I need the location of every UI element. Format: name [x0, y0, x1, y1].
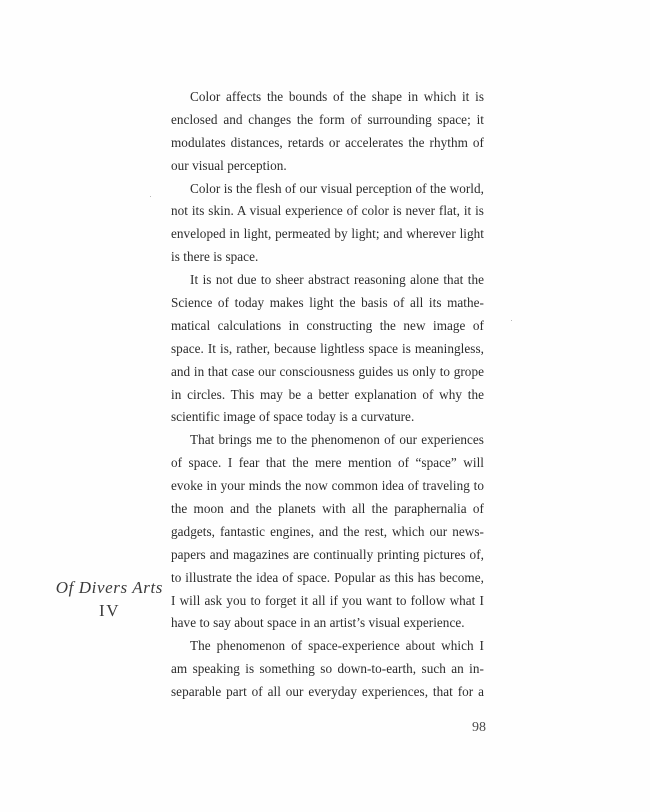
text-line: space. It is, rather, because lightless space is meaningless,	[171, 340, 484, 356]
body-text-column	[171, 86, 484, 704]
text-line: That brings me to the phenomenon of our experiences	[190, 432, 484, 448]
text-line: Science of today makes light the basis of all its mathe-	[171, 295, 484, 311]
text-line: Color affects the bounds of the shape in which it is	[190, 89, 484, 104]
text-line: have to say about space in an artist’s visual experience.	[171, 615, 465, 631]
paper-speck	[150, 196, 151, 197]
text-line: enclosed and changes the form of surrounding space; it	[171, 111, 484, 127]
chapter-numeral: IV	[99, 601, 120, 620]
text-line: modulates distances, retards or accelerates the rhythm of	[171, 134, 484, 150]
text-line: scientific image of space today is a curvature.	[171, 409, 415, 425]
text-line: our visual perception.	[171, 157, 287, 173]
text-line: gadgets, fantastic engines, and the rest, which our news-	[171, 523, 484, 539]
running-title: Of Divers Arts	[55, 578, 163, 597]
paper-speck	[511, 320, 512, 321]
text-line: I will ask you to forget it all if you want to follow what I	[171, 592, 484, 608]
text-line: the moon and the planets with all the paraphernalia of	[171, 501, 484, 517]
text-line: separable part of all our everyday experiences, that for a	[171, 684, 484, 700]
text-line: It is not due to sheer abstract reasoning alone that the	[190, 272, 484, 288]
text-line: evoke in your minds the now common idea of traveling to	[171, 478, 484, 494]
text-line: of space. I fear that the mere mention of “space” will	[171, 455, 484, 471]
text-line: papers and magazines are continually printing pictures of,	[171, 546, 484, 562]
text-line: The phenomenon of space-experience about which I	[190, 638, 484, 654]
text-line: to illustrate the idea of space. Popular as this has become,	[171, 569, 484, 585]
text-line: am speaking is something so down-to-earth, such an in-	[171, 661, 484, 677]
text-line: Color is the flesh of our visual perception of the world,	[190, 180, 484, 196]
text-line: is there is space.	[171, 249, 259, 265]
text-line: matical calculations in constructing the new image of	[171, 317, 484, 333]
text-line: not its skin. A visual experience of color is never flat, it is	[171, 203, 484, 219]
page-number: 98	[472, 720, 486, 735]
text-line: and in that case our consciousness guides us only to grope	[171, 363, 484, 379]
text-line: enveloped in light, permeated by light; and wherever light	[171, 226, 484, 242]
text-line: in circles. This may be a better explanation of why the	[171, 386, 484, 402]
